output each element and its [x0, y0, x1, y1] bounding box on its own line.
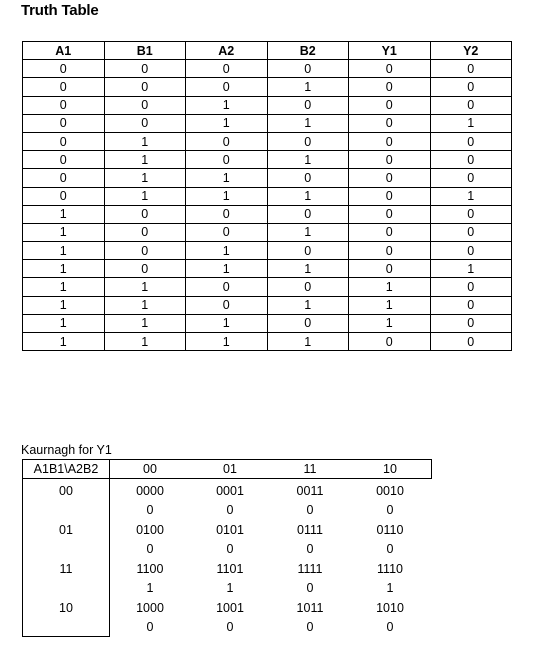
table-cell: 1	[349, 296, 431, 314]
table-cell: 1	[267, 151, 349, 169]
table-row	[23, 60, 512, 78]
table-cell: 1	[104, 151, 186, 169]
kmap-cell-value: 0	[386, 503, 394, 517]
kmap-cell-code: 0110	[376, 523, 404, 537]
kmap-cell-code: 1000	[136, 601, 164, 615]
kmap-cell-value: 1	[386, 581, 394, 595]
kmap-cell-code: 1110	[377, 562, 403, 576]
table-cell: 0	[349, 78, 431, 96]
kmap-cell-value: 0	[306, 503, 314, 517]
table-cell: 0	[104, 260, 186, 278]
table-cell: 1	[186, 96, 268, 114]
table-cell: 0	[104, 205, 186, 223]
kmap-cell-code: 0000	[136, 484, 164, 498]
table-cell: 0	[349, 96, 431, 114]
table-cell: 1	[186, 242, 268, 260]
kmap-cell-value: 0	[226, 503, 234, 517]
table-cell: 0	[23, 96, 105, 114]
table-row	[23, 314, 512, 332]
table-cell: 0	[104, 78, 186, 96]
table-cell: 0	[267, 60, 349, 78]
table-cell: 1	[349, 314, 431, 332]
table-cell: 1	[349, 278, 431, 296]
table-cell: 1	[186, 187, 268, 205]
kmap-row-header: 11	[59, 562, 73, 576]
kmap-cell-code: 0001	[216, 484, 244, 498]
table-cell: 0	[349, 132, 431, 150]
table-cell: 0	[430, 205, 512, 223]
kmap-cell-value: 1	[146, 581, 154, 595]
kmap-column-header: 00	[143, 462, 157, 476]
kmap-column-header: 11	[303, 462, 317, 476]
table-cell: 1	[430, 187, 512, 205]
kmap-row-header: 00	[59, 484, 73, 498]
table-cell: 1	[186, 314, 268, 332]
kmap-cell-value: 0	[306, 581, 314, 595]
table-cell: 0	[430, 314, 512, 332]
table-row	[23, 296, 512, 314]
table-cell: 0	[23, 169, 105, 187]
table-cell: 0	[349, 260, 431, 278]
table-row	[23, 187, 512, 205]
table-cell: 0	[267, 278, 349, 296]
table-row	[23, 242, 512, 260]
kmap-cell-code: 0010	[376, 484, 404, 498]
table-cell: 1	[23, 296, 105, 314]
kmap-row-header: 01	[59, 523, 73, 537]
table-cell: 0	[186, 132, 268, 150]
table-cell: 0	[267, 205, 349, 223]
truth-table	[22, 41, 512, 351]
kmap-cell-code: 0011	[296, 484, 324, 498]
table-cell: 1	[23, 260, 105, 278]
table-cell: 0	[104, 223, 186, 241]
table-cell: 0	[267, 132, 349, 150]
table-cell: 1	[23, 278, 105, 296]
table-cell: 0	[267, 314, 349, 332]
table-cell: 0	[186, 296, 268, 314]
table-cell: 1	[430, 260, 512, 278]
table-row	[23, 132, 512, 150]
table-row	[23, 169, 512, 187]
column-header-b1: B1	[104, 42, 186, 60]
table-cell: 1	[23, 205, 105, 223]
table-cell: 0	[430, 169, 512, 187]
table-cell: 0	[430, 333, 512, 351]
table-row	[23, 78, 512, 96]
kmap-cell-code: 1001	[216, 601, 244, 615]
kmap-cell-value: 0	[226, 620, 234, 634]
kmap-cell-code: 1010	[376, 601, 404, 615]
table-cell: 0	[430, 78, 512, 96]
table-row	[23, 278, 512, 296]
column-header-y2: Y2	[430, 42, 512, 60]
table-cell: 0	[186, 223, 268, 241]
table-cell: 0	[430, 96, 512, 114]
kmap-caption: Kaurnagh for Y1	[21, 443, 112, 457]
table-row	[23, 333, 512, 351]
table-cell: 0	[349, 242, 431, 260]
table-cell: 0	[349, 205, 431, 223]
table-cell: 0	[186, 151, 268, 169]
table-row	[23, 223, 512, 241]
table-cell: 0	[430, 278, 512, 296]
karnaugh-map	[22, 459, 433, 637]
table-cell: 0	[23, 78, 105, 96]
table-row	[23, 151, 512, 169]
table-cell: 0	[349, 60, 431, 78]
table-row	[23, 260, 512, 278]
table-cell: 1	[186, 114, 268, 132]
table-cell: 1	[104, 296, 186, 314]
truth-table-header-row	[23, 42, 512, 60]
kmap-cell-value: 0	[386, 542, 394, 556]
table-cell: 1	[23, 223, 105, 241]
table-cell: 1	[186, 333, 268, 351]
table-cell: 0	[267, 242, 349, 260]
table-cell: 0	[104, 60, 186, 78]
kmap-cell-code: 1111	[297, 562, 323, 576]
kmap-cell-value: 0	[386, 620, 394, 634]
table-cell: 0	[104, 242, 186, 260]
table-row	[23, 114, 512, 132]
table-cell: 0	[430, 242, 512, 260]
table-cell: 1	[267, 260, 349, 278]
table-cell: 0	[267, 96, 349, 114]
table-cell: 0	[349, 169, 431, 187]
table-cell: 1	[186, 169, 268, 187]
table-cell: 1	[23, 333, 105, 351]
table-cell: 0	[104, 96, 186, 114]
kmap-cell-value: 0	[146, 542, 154, 556]
table-cell: 1	[267, 78, 349, 96]
table-cell: 0	[23, 151, 105, 169]
kmap-cell-value: 1	[226, 581, 234, 595]
truth-table-body	[23, 60, 512, 351]
kmap-column-header: 10	[383, 462, 397, 476]
table-cell: 0	[349, 187, 431, 205]
column-header-a2: A2	[186, 42, 268, 60]
table-cell: 0	[104, 114, 186, 132]
table-cell: 0	[23, 132, 105, 150]
kmap-column-header: 01	[223, 462, 237, 476]
kmap-cell-value: 0	[226, 542, 234, 556]
table-cell: 1	[430, 114, 512, 132]
table-cell: 0	[349, 114, 431, 132]
table-cell: 1	[267, 333, 349, 351]
table-cell: 0	[349, 223, 431, 241]
kmap-row-header: 10	[59, 601, 73, 615]
table-cell: 1	[186, 260, 268, 278]
table-cell: 1	[267, 114, 349, 132]
table-cell: 0	[349, 333, 431, 351]
table-cell: 1	[267, 296, 349, 314]
kmap-cell-code: 1101	[216, 562, 244, 576]
kmap-cell-code: 1100	[136, 562, 164, 576]
table-cell: 0	[430, 151, 512, 169]
table-cell: 0	[267, 169, 349, 187]
kmap-cell-value: 0	[306, 542, 314, 556]
kmap-corner-label: A1B1\A2B2	[33, 462, 99, 476]
table-cell: 1	[104, 187, 186, 205]
table-cell: 1	[104, 314, 186, 332]
table-cell: 1	[104, 333, 186, 351]
table-cell: 0	[186, 60, 268, 78]
kmap-cell-value: 0	[146, 620, 154, 634]
kmap-cell-code: 0111	[297, 523, 323, 537]
kmap-cell-value: 0	[306, 620, 314, 634]
column-header-b2: B2	[267, 42, 349, 60]
kmap-cell-value: 0	[146, 503, 154, 517]
table-cell: 0	[186, 205, 268, 223]
table-cell: 0	[430, 132, 512, 150]
page-title: Truth Table	[21, 2, 99, 19]
table-cell: 1	[104, 278, 186, 296]
table-cell: 1	[23, 314, 105, 332]
table-cell: 0	[186, 278, 268, 296]
kmap-cell-code: 0101	[216, 523, 244, 537]
table-cell: 0	[186, 78, 268, 96]
table-cell: 0	[430, 296, 512, 314]
table-cell: 1	[104, 169, 186, 187]
column-header-a1: A1	[23, 42, 105, 60]
table-cell: 0	[23, 187, 105, 205]
table-cell: 1	[267, 187, 349, 205]
table-row	[23, 96, 512, 114]
table-cell: 1	[267, 223, 349, 241]
table-cell: 1	[104, 132, 186, 150]
table-cell: 0	[23, 114, 105, 132]
table-row	[23, 205, 512, 223]
column-header-y1: Y1	[349, 42, 431, 60]
table-cell: 0	[430, 60, 512, 78]
table-cell: 0	[23, 60, 105, 78]
table-cell: 0	[430, 223, 512, 241]
table-cell: 1	[23, 242, 105, 260]
kmap-cell-code: 0100	[136, 523, 164, 537]
table-cell: 0	[349, 151, 431, 169]
kmap-cell-code: 1011	[296, 601, 324, 615]
